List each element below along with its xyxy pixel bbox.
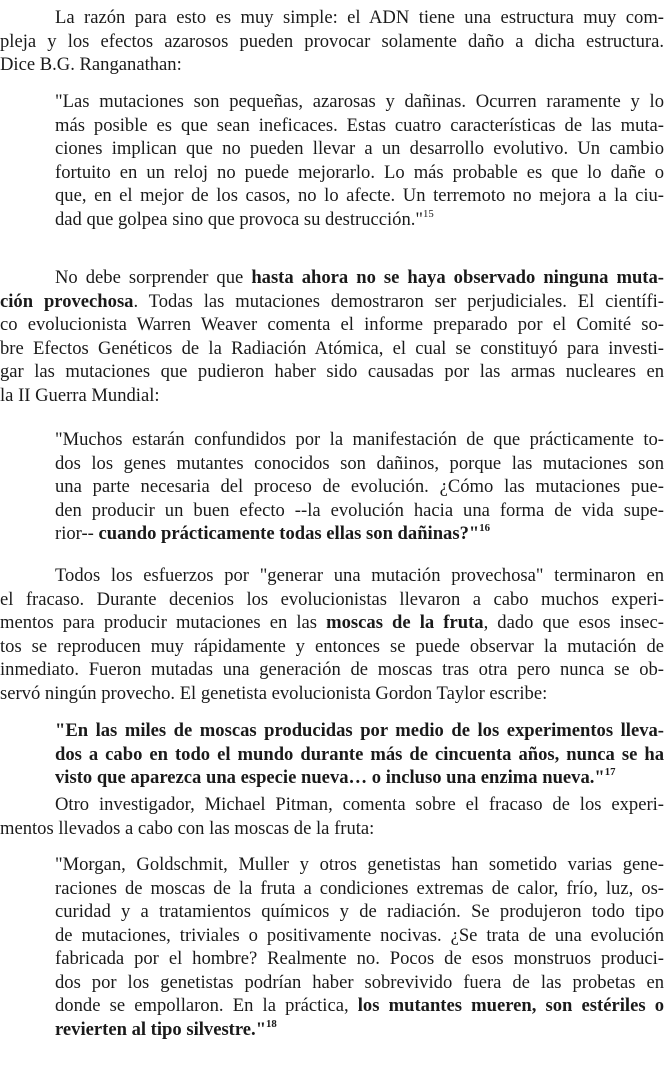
text-line: Todos los esfuerzos por "generar una mutación provechosa" terminaron en: [55, 565, 664, 586]
text-line: inmediato. Fueron mutadas una generación de moscas tras otra pero nunca se ob-: [0, 659, 664, 680]
text-run: . Todas las mutaciones demostraron ser perjudiciales. El científi-: [133, 290, 665, 312]
bold-text: ción provechosa: [0, 290, 134, 312]
bold-text: hasta ahora no se haya observado ninguna muta-: [251, 267, 664, 288]
text-run: rior--: [55, 523, 99, 544]
quote-line: [0, 522, 664, 546]
quote-line: raciones de moscas de la fruta a condiciones extremas de calor, frío, luz, os-: [55, 877, 664, 899]
quote-line: "Muchos estarán confundidos por la manifestación de que prácticamente to-: [55, 429, 664, 450]
text-line: co evolucionista Warren Weaver comenta el informe preparado por el Comité so-: [0, 314, 664, 335]
quote-line: "En las miles de moscas producidas por medio de los experimentos lleva-: [55, 720, 664, 741]
footnote-marker: 17: [604, 765, 616, 778]
footnote-marker: 15: [423, 207, 434, 220]
bold-text: los mutantes mueren, son estériles o: [357, 995, 665, 1016]
quote-line: [0, 208, 664, 232]
footnote-marker: 18: [266, 1017, 277, 1030]
text-line: Dice B.G. Ranganathan:: [0, 54, 182, 75]
quote-line: más posible es que sean ineficaces. Estas cuatro características de las muta-: [55, 114, 664, 136]
quote-line: "Las mutaciones son pequeñas, azarosas y dañinas. Ocurren raramente y lo: [55, 91, 664, 112]
quote-line: que, en el mejor de los casos, no lo afecte. Un terremoto no mejora a la ciu-: [55, 185, 664, 206]
quote-line: den producir un buen efecto --la evolución hacia una forma de vida supe-: [55, 499, 664, 521]
text-line: pleja y los efectos azarosos pueden provocar solamente daño a dicha estructura.: [0, 30, 664, 52]
quote-line: fortuito en un reloj no puede mejorarlo. Lo más probable es que lo dañe o: [55, 161, 664, 183]
quote-line: ciones implican que no pueden llevar a un desarrollo evolutivo. Un cambio: [55, 138, 664, 159]
paragraph-1: [0, 6, 664, 77]
text-run: , dado que esos insec-: [483, 612, 664, 633]
bold-text: cuando prácticamente todas ellas son dañinas?": [98, 523, 480, 544]
quote-line: curidad y a tratamientos químicos y de radiación. Se produjeron todo tipo: [55, 901, 664, 922]
quote-line: una parte necesaria del proceso de evolución. ¿Cómo las mutaciones pue-: [55, 476, 664, 497]
text-line: tos se reproducen muy rápidamente y entonces se puede observar la mutación de: [0, 635, 664, 657]
text-line: bre Efectos Genéticos de la Radiación Atómica, el cual se constituyó para investi-: [0, 337, 664, 359]
quote-ranganathan: [0, 90, 664, 231]
quote-line: fabricada por el hombre? Realmente no. Pocos de esos monstruos produci-: [55, 948, 664, 969]
text-line: [0, 266, 664, 290]
quote-line: "Morgan, Goldschmit, Muller y otros genetistas han sometido varias gene-: [55, 854, 664, 875]
quote-line: dos los genes mutantes conocidos son dañinos, porque las mutaciones son: [55, 452, 664, 474]
text-line: Otro investigador, Michael Pitman, comenta sobre el fracaso de los experi-: [55, 794, 664, 815]
bold-text: moscas de la fruta: [326, 612, 484, 633]
text-line: [0, 290, 664, 314]
quote-line: dos por los genetistas podrían haber sobrevivido fuera de las probetas en: [55, 971, 664, 993]
text-line: [0, 611, 664, 635]
quote-line: dos a cabo en todo el mundo durante más de cincuenta años, nunca se ha: [55, 743, 664, 765]
text-line: La razón para esto es muy simple: el ADN tiene una estructura muy com-: [55, 7, 664, 28]
quote-line: de mutaciones, triviales o positivamente nocivas. ¿Se trata de una evolución: [55, 924, 664, 946]
text-line: mentos llevados a cabo con las moscas de la fruta:: [0, 817, 375, 839]
quote-line: [0, 994, 664, 1018]
paragraph-2: [0, 266, 664, 407]
quote-line: [0, 766, 664, 790]
bold-text: revierten al tipo silvestre.": [55, 1018, 267, 1040]
text-line: el fracaso. Durante decenios los evolucionistas llevaron a cabo muchos experi-: [0, 588, 664, 610]
quote-text: dad que golpea sino que provoca su destrucción.": [55, 208, 423, 230]
footnote-marker: 16: [479, 521, 490, 534]
paragraph-4: [0, 793, 664, 840]
quote-weaver: [0, 428, 664, 546]
text-line: la II Guerra Mundial:: [0, 384, 160, 406]
quote-taylor: [0, 719, 664, 790]
text-line: gar las mutaciones que pudieron haber sido causadas por las armas nucleares en: [0, 361, 664, 382]
quote-pitman: [0, 853, 664, 1041]
text-run: No debe sorprender que: [55, 267, 252, 288]
text-line: servó ningún provecho. El genetista evolucionista Gordon Taylor escribe:: [0, 682, 548, 704]
text-run: mentos para producir mutaciones en las: [0, 612, 327, 633]
text-run: donde se empollaron. En la práctica,: [55, 995, 358, 1016]
paragraph-3: [0, 564, 664, 705]
quote-text: visto que aparezca una especie nueva… o incluso una enzima nueva.": [55, 767, 605, 788]
quote-line: [0, 1018, 664, 1042]
